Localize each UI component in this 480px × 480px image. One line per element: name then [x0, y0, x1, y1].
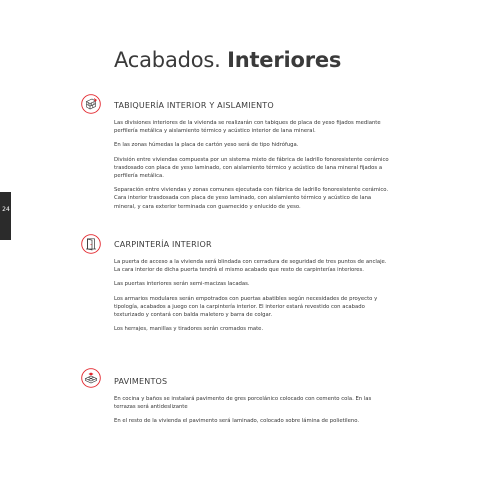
section-paragraph: En las zonas húmedas la placa de cartón yeso será de tipo hidrófuga. [114, 142, 299, 149]
page-number: 24 [2, 206, 10, 213]
section-paragraph: Los armarios modulares serán empotrados con puertas abatibles según necesidades de proyecto y tipología, acabados a juego con la carpintería interior. El interior estará revestido con acabado texturizado y contará con balda maletero y barra de colgar. [114, 295, 378, 319]
section-tabiqueria [114, 101, 390, 217]
tiles-icon [81, 368, 101, 388]
page-number-tab [0, 192, 11, 240]
page-title-bold: Interiores [227, 48, 342, 72]
brick-wall-icon [81, 94, 101, 114]
section-carpinteria [114, 240, 390, 339]
section-paragraph: División entre viviendas compuesta por un sistema mixto de fábrica de ladrillo fonoresistente cerámico trasdosado con placa de yeso laminado, con aislamiento térmico y acústico de lana mineral fijados a perfilería metálica. [114, 156, 389, 180]
section-heading: CARPINTERÍA INTERIOR [114, 240, 212, 249]
section-pavimentos [114, 377, 390, 432]
section-paragraph: Las divisiones interiores de la vivienda se realizarán con tabiques de placa de yeso fijados mediante perfilería metálica y aislamiento térmico y acústico interior de lana mineral. [114, 120, 381, 135]
section-paragraph: En cocina y baños se instalará pavimento de gres porcelánico colocado con cemento cola. En las terrazas será antideslizante [114, 396, 372, 411]
section-heading: PAVIMENTOS [114, 377, 168, 386]
section-paragraph: La puerta de acceso a la vivienda será blindada con cerradura de seguridad de tres puntos de anclaje. La cara interior de dicha puerta tendrá el mismo acabado que resto de carpinterías interiores. [114, 259, 387, 274]
section-paragraph: Los herrajes, manillas y tiradores serán cromados mate. [114, 326, 264, 333]
section-paragraph: Separación entre viviendas y zonas comunes ejecutada con fábrica de ladrillo fonoresistente cerámico. Cara interior trasdosada con placa de yeso laminado, con aislamiento térmico y acústico de lana mineral, y cara exterior terminada con guarnecido y enlucido de yeso. [114, 187, 389, 210]
section-heading: TABIQUERÍA INTERIOR Y AISLAMIENTO [114, 101, 274, 110]
page-title [114, 46, 341, 74]
section-paragraph: En el resto de la vivienda el pavimento será laminado, colocado sobre lámina de polietileno. [114, 418, 360, 425]
section-paragraph: Las puertas interiores serán semi-macizas lacadas. [114, 281, 250, 288]
door-icon [81, 234, 101, 254]
page-title-light: Acabados. [114, 48, 221, 72]
